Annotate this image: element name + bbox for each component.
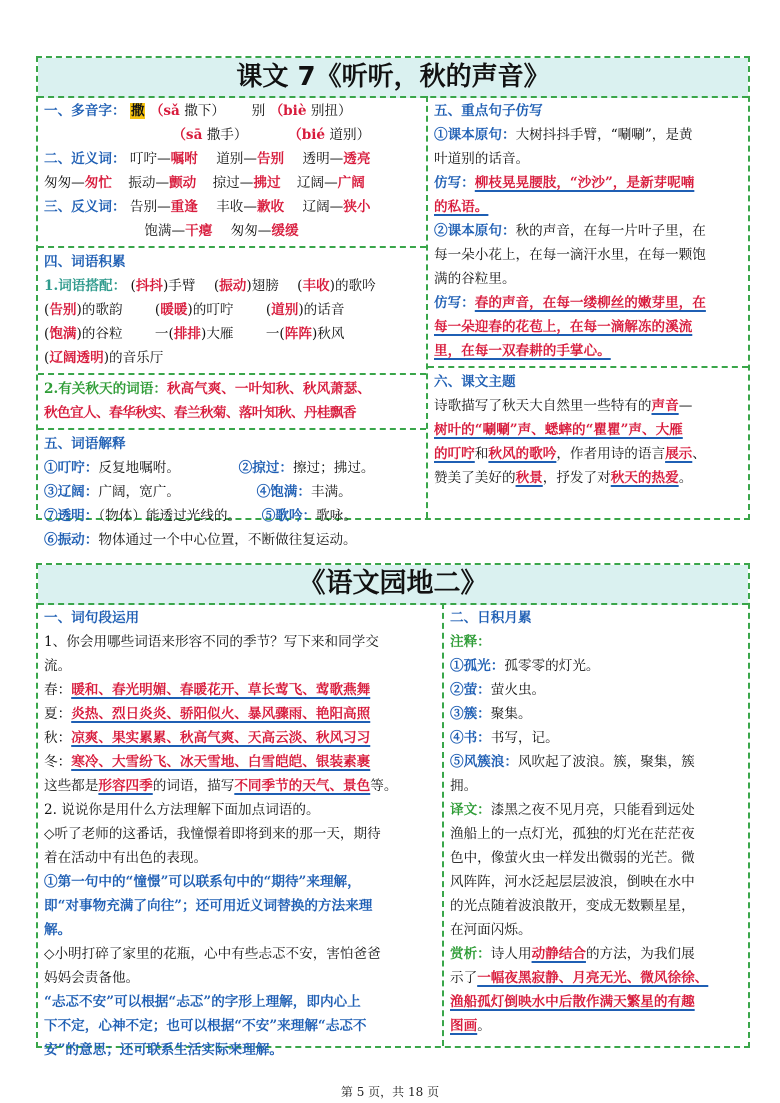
divider [38,428,426,430]
key-sentences-heading: 五、重点句子仿写 [434,103,543,119]
season-autumn: 秋：凉爽、果实累累、秋高气爽、天高云淡、秋风习习 [44,730,371,746]
polyphone-line-2: （sā 撒手） （bié 道别） [172,127,371,143]
answer-2: “忐忑不安”可以根据“忐忑”的字形上理解，即内心上 [44,994,361,1010]
season-winter: 冬：寒冷、大雪纷飞、冰天雪地、白雪皑皑、银装素裹 [44,754,371,770]
lesson7-left-column [38,96,426,548]
explanation-line-3: ⑦透明：（物体）能透过光线的。 ⑤歌吟：歌咏。 [44,508,357,524]
synonyms-line-2: 匆匆—匆忙 振动—颤动 掠过—拂过 辽阔—广阔 [44,175,365,191]
garden-title: 《语文园地二》 [38,565,748,605]
theme-line-2: 树叶的“唰唰”声、蟋蟀的“瞿瞿”声、大雁 [434,422,683,438]
antonyms-line-1: 三、反义词： 告别—重逢 丰收—歉收 辽阔—狭小 [44,199,371,215]
garden-left-column: 一、词句段运用 1、你会用哪些词语来形容不同的季节？写下来和同学交 流。 春：暖和、春光明媚、春暖花开、草长莺飞、莺歌燕舞 夏：炎热、烈日炎炎、骄阳似火、暴风骤雨、艳阳高照 秋：凉爽、果实累累、秋高气爽、天高云淡、秋风习习 冬：寒冷、大雪纷飞、冰天雪地、白雪皑皑、银装素裹 这些都是形容四季的词语，描写不同季节的天气、景色等。 2. 说说你是用什么方法理解下面加点词语的。 ◇听了老师的这番话，我憧憬着即将到来的那一天，期待 着在活动中有出色的表现。 ①第一句中的“憧憬”可以联系句中的“期待”来理解， 即“对事物充满了向往”；还可用近义词替换的方法来理 解。 ◇小明打碎了家里的花瓶，心中有些忐忑不安，害怕爸爸 妈妈会责备他。 “忐忑不安”可以根据“忐忑”的字形上理解，即内心上 下不定，心神不定；也可以根据“不安”来理解“忐忑不 安”的意思；还可联系生活实际来理解。 [38,603,442,1046]
divider [38,373,426,375]
vocab-heading: 四、词语积累 [44,254,126,270]
season-summer: 夏：炎热、烈日炎炎、骄阳似火、暴风骤雨、艳阳高照 [44,706,371,722]
note-item: ⑤风簇浪：风吹起了波浪。簇，聚集，簇 [450,754,695,770]
chinese-garden-card [36,563,750,1058]
theme-line-1: 诗歌描写了秋天大自然里一些特有的声音— [434,398,693,414]
collocation-line-4: (辽阔透明)的音乐厅 [44,350,164,366]
antonyms-line-2: 饱满—干瘪 匆匆—缓缓 [144,223,299,239]
original-sentence-2: ②课本原句：秋的声音，在每一片叶子里，在 [434,223,706,239]
theme-line-4: 赞美了美好的秋景，抒发了对秋天的热爱。 [434,470,693,486]
autumn-words-line-1: 2.有关秋天的词语：秋高气爽、一叶知秋、秋风萧瑟、 [44,381,371,397]
question-2: 2. 说说你是用什么方法理解下面加点词语的。 [44,802,320,818]
daily-accumulation-heading: 二、日积月累 [450,610,532,626]
example-2: ◇小明打碎了家里的花瓶，心中有些忐忑不安，害怕爸爸 [44,946,381,962]
divider [428,366,748,368]
appreciation: 赏析：诗人用动静结合的方法，为我们展 [450,946,695,962]
polyphone-line-1: 一、多音字： 撒 （sǎ 撒下） 别 （biè 别扭） [44,103,352,119]
collocation-line-1: 1.词语搭配： (抖抖)手臂 (振动)翅膀 (丰收)的歌吟 [44,278,376,294]
polyphone-char-bie: 别 [251,103,266,119]
usage-heading: 一、词句段运用 [44,610,140,626]
note-item: ②萤：萤火虫。 [450,682,546,698]
imitation-sentence-2: 仿写：春的声音，在每一缕柳丝的嫩芽里，在 [434,295,706,311]
explanation-heading: 五、词语解释 [44,436,126,452]
polyphone-char-sa: 撒 [130,103,145,119]
collocation-line-2: (告别)的歌韵 (暖暖)的叮咛 (道别)的话音 [44,302,345,318]
note-item: ③簇：聚集。 [450,706,532,722]
translation: 译文：漆黑之夜不见月亮，只能看到远处 [450,802,695,818]
lesson7-title: 课文 7《听听，秋的声音》 [38,58,748,98]
explanation-line-4: ⑥振动：物体通过一个中心位置，不断做往复运动。 [44,532,357,548]
autumn-words-line-2: 秋色宜人、春华秋实、春兰秋菊、落叶知秋、丹桂飘香 [44,405,356,421]
synonyms-line-1: 二、近义词： 叮咛—嘱咐 道别—告别 透明—透亮 [44,151,371,167]
notes-label: 注释： [450,634,491,650]
collocation-line-3: (饱满)的谷粒 一(排排)大雁 一(阵阵)秋风 [44,326,345,342]
example-1: ◇听了老师的这番话，我憧憬着即将到来的那一天，期待 [44,826,381,842]
theme-heading: 六、课文主题 [434,374,516,390]
page-footer: 第 5 页，共 18 页 [340,1085,440,1099]
note-item: ④书：书写，记。 [450,730,559,746]
question-1: 1、你会用哪些词语来形容不同的季节？写下来和同学交 [44,634,379,650]
season-spring: 春：暖和、春光明媚、春暖花开、草长莺飞、莺歌燕舞 [44,682,371,698]
theme-line-3: 的叮咛和秋风的歌吟，作者用诗的语言展示、 [434,446,706,462]
lesson7-card [36,56,750,548]
imitation-sentence-1: 仿写：柳枝晃晃腰肢，“沙沙”，是新芽呢喃 [434,175,695,191]
season-summary: 这些都是形容四季的词语，描写不同季节的天气、景色等。 [44,778,398,794]
answer-1: ①第一句中的“憧憬”可以联系句中的“期待”来理解， [44,874,361,890]
garden-right-column: 二、日积月累 注释： ①孤光：孤零零的灯光。 ②萤：萤火虫。 ③簇：聚集。 ④书：书写，记。 ⑤风簇浪：风吹起了波浪。簇，聚集，簇 拥。 译文：漆黑之夜不见月亮，只能看到远处 渔船上的一点灯光，孤独的灯光在茫茫夜 色中，像萤火虫一样发出微弱的光芒。微 风阵阵，河水泛起层层波浪，倒映在水中 的光点随着波浪散开，变成无数颗星星， 在河面闪烁。 赏析：诗人用动静结合的方法，为我们展 示了一幅夜黑寂静、月亮无光、微风徐徐、 渔船孤灯倒映水中后散作满天繁星的有趣 图画。 [444,603,748,1046]
explanation-line-1: ①叮咛：反复地嘱咐。 ②掠过：擦过；拂过。 [44,460,375,476]
divider [38,246,426,248]
lesson7-right-column: 五、重点句子仿写 ①课本原句：大树抖抖手臂，“唰唰”，是黄 叶道别的话音。 仿写：柳枝晃晃腰肢，“沙沙”，是新芽呢喃 的私语。 ②课本原句：秋的声音，在每一片叶子里，在 每一朵小花上，在每一滴汗水里，在每一颗饱 满的谷粒里。 仿写：春的声音，在每一缕柳丝的嫩芽里，在 每一朵迎春的花苞上，在每一滴解冻的溪流 里，在每一双春耕的手掌心。 六、课文主题 诗歌描写了秋天大自然里一些特有的声音— 树叶的“唰唰”声、蟋蟀的“瞿瞿”声、大雁 的叮咛和秋风的歌吟，作者用诗的语言展示、 赞美了美好的秋景，抒发了对秋天的热爱。 [428,96,748,518]
original-sentence-1: ①课本原句：大树抖抖手臂，“唰唰”，是黄 [434,127,693,143]
explanation-line-2: ③辽阔：广阔，宽广。 ④饱满：丰满。 [44,484,352,500]
note-item: ①孤光：孤零零的灯光。 [450,658,600,674]
